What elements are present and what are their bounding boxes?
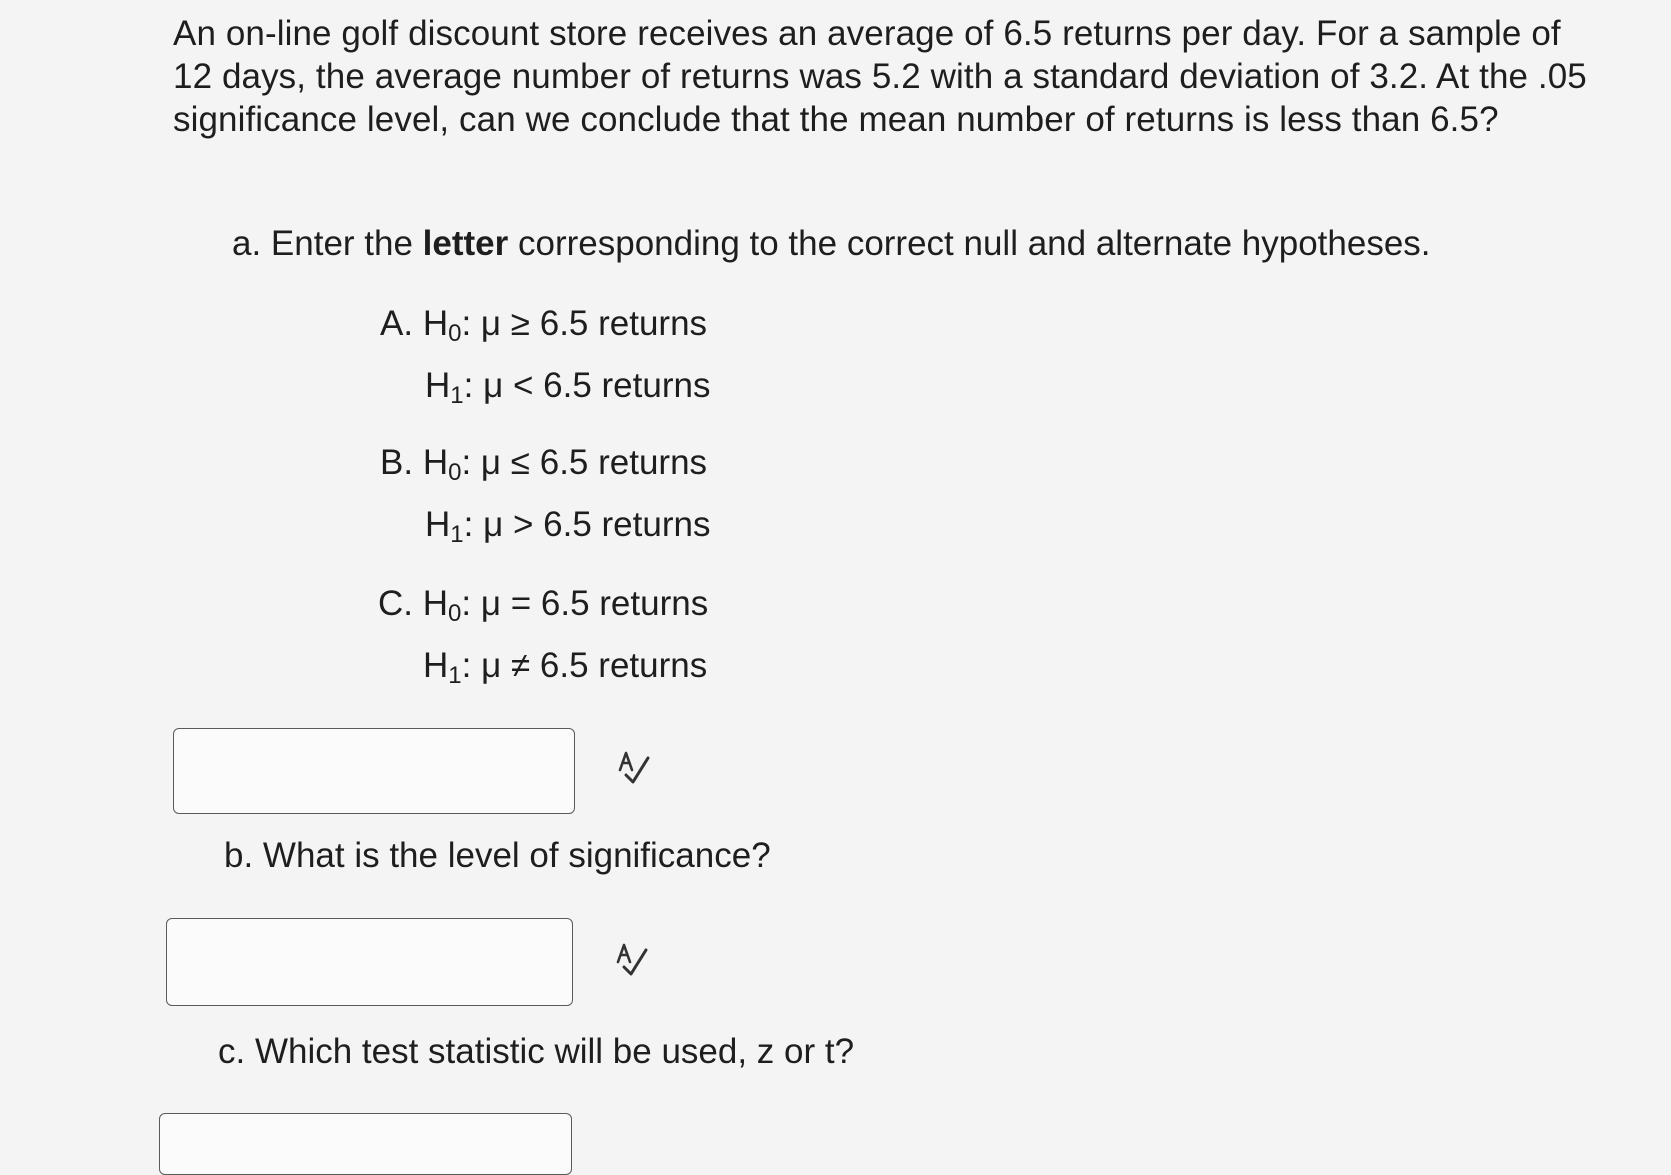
option-letter: A. <box>380 304 414 343</box>
option-h0: μ ≥ 6.5 returns <box>480 304 708 343</box>
option-h1: μ < 6.5 returns <box>483 366 711 405</box>
problem-statement: An on-line golf discount store receives an average of 6.5 returns per day. For a sample of 12 days, the average number of returns was 5.2 with a standard deviation of 3.2. At the .05 significance level, can we conclude that the mean number of returns is less than 6.5? <box>173 14 1587 139</box>
option-h0: μ ≤ 6.5 returns <box>480 443 708 482</box>
option-letter: B. <box>380 443 414 482</box>
part-a-answer-input[interactable] <box>173 728 575 814</box>
part-c-question: c. Which test statistic will be used, z or t? <box>218 1032 855 1071</box>
option-h0: μ = 6.5 returns <box>480 584 709 623</box>
option-a: A. $H_0$: μ ≥ 6.5 returns $H_1$: μ < 6.5 returns <box>380 304 711 409</box>
option-h1: μ > 6.5 returns <box>483 505 711 544</box>
part-a-question: a. Enter the letter corresponding to the correct null and alternate hypotheses. <box>232 224 1431 263</box>
option-letter: C. <box>378 584 413 623</box>
part-c-answer-input[interactable] <box>159 1113 572 1175</box>
part-b-answer-input[interactable] <box>166 918 573 1006</box>
option-b: B. $H_0$: μ ≤ 6.5 returns $H_1$: μ > 6.5 returns <box>380 443 711 548</box>
part-b-question: b. What is the level of significance? <box>224 836 771 875</box>
option-h1: μ ≠ 6.5 returns <box>481 646 708 685</box>
spellcheck-icon[interactable] <box>614 748 654 788</box>
option-c: C. $H_0$: μ = 6.5 returns $H_1$: μ ≠ 6.5 returns <box>378 584 709 689</box>
spellcheck-icon[interactable] <box>612 940 652 980</box>
